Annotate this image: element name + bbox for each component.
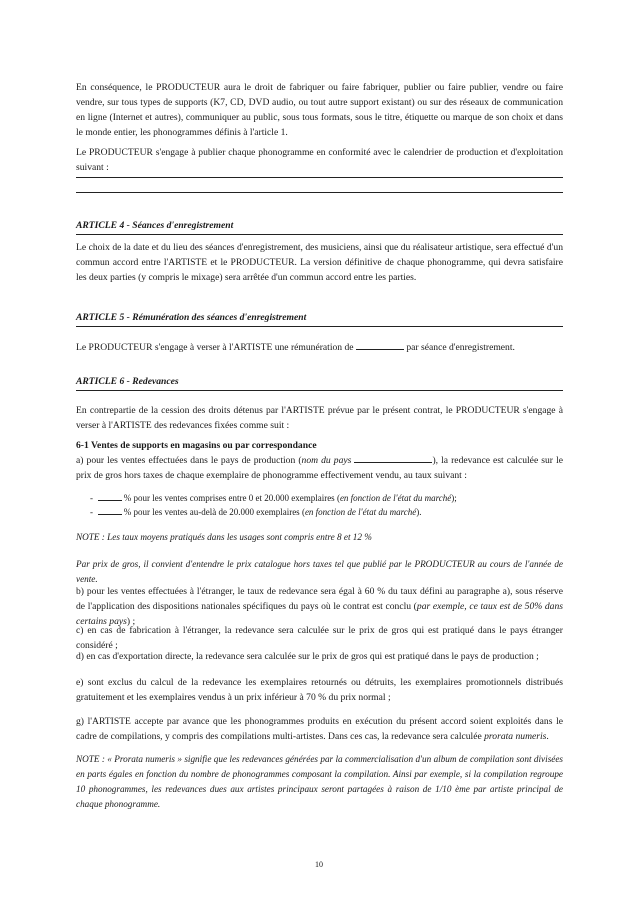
- bullet-dot: -: [90, 507, 93, 517]
- subsection-6-1-title: 6-1 Ventes de supports en magasins ou par correspondance: [76, 440, 317, 451]
- article-5-heading: [76, 311, 563, 325]
- article-5-body-text: Le PRODUCTEUR s'engage à verser à l'ARTISTE une rémunération de: [76, 342, 354, 353]
- clause-a: [76, 453, 563, 483]
- intro-paragraph-calendar: Le PRODUCTEUR s'engage à publier chaque phonogramme en conformité avec le calendrier de production et d'exploitation suivant :: [76, 147, 563, 173]
- clause-g-prorata: prorata numeris: [484, 731, 547, 742]
- clause-a-text: a) pour les ventes effectuées dans le pays de production (: [76, 455, 302, 466]
- remuneration-blank: [356, 340, 404, 350]
- article-5-body-end: par séance d'enregistrement.: [406, 342, 515, 353]
- clause-b-example: par exemple, ce taux est de 50% dans certains pays: [76, 601, 563, 627]
- rate-bullet-2-italic: en fonction de l'état du marché: [304, 507, 417, 517]
- article-6-intro: En contrepartie de la cession des droits détenus par l'ARTISTE prévue par le présent contrat, le PRODUCTEUR s'engage à verser à l'ARTISTE des redevances fixées comme suit :: [76, 405, 563, 431]
- clause-a-country: nom du pays: [301, 455, 352, 466]
- blank-line-1: [76, 177, 563, 178]
- article-4-title: ARTICLE 4 - Séances d'enregistrement: [76, 220, 234, 231]
- country-blank: [354, 453, 432, 463]
- bullet-dot: -: [90, 493, 93, 503]
- rate-bullet-2-text: % pour les ventes au-delà de 20.000 exemplaires (: [123, 507, 305, 517]
- article-5-rule: [76, 326, 563, 327]
- clause-b-end: ) ;: [126, 616, 136, 627]
- note-average-rates: NOTE : Les taux moyens pratiqués dans les usages sont compris entre 8 et 12 %: [76, 532, 372, 542]
- clause-a-text-end: ), la redevance est calculée sur le prix de gros hors taxes de chaque exemplaire de phonogramme effectivement vendu, au taux suivant :: [76, 455, 563, 481]
- note-wholesale-price: Par prix de gros, il convient d'entendre le prix catalogue hors taxes tel que publié par le PRODUCTEUR au cours de l'année de vente.: [76, 559, 563, 584]
- page-number: 10: [315, 860, 323, 869]
- article-6-heading: [76, 375, 563, 389]
- rate-bullet-2-end: ).: [416, 507, 422, 517]
- article-6-title: ARTICLE 6 - Redevances: [76, 376, 179, 387]
- rate-bullet-2: [90, 505, 422, 519]
- rate-bullet-1: [90, 491, 457, 505]
- article-5-title: ARTICLE 5 - Rémunération des séances d'enregistrement: [76, 312, 307, 323]
- clause-b-text: b) pour les ventes effectuées à l'étranger, le taux de redevance sera égal à 60 % du taux défini au paragraphe a), sous réserve de l'application des dispositions nationales spécifiques du pays où le contrat est conclu (: [76, 586, 563, 612]
- rate-blank-1: [98, 491, 122, 501]
- blank-line-2: [76, 192, 563, 193]
- clause-c: c) en cas de fabrication à l'étranger, la redevance sera calculée sur le prix de gros qui est pratiqué dans le pays étranger considéré ;: [76, 625, 563, 651]
- clause-d: d) en cas d'exportation directe, la redevance sera calculée sur le prix de gros qui est pratiqué dans le pays de production ;: [76, 651, 539, 662]
- article-4-heading: [76, 219, 563, 233]
- rate-bullet-1-text: % pour les ventes comprises entre 0 et 20.000 exemplaires (: [123, 493, 340, 503]
- rate-blank-2: [98, 505, 122, 515]
- rate-bullet-1-end: );: [451, 493, 457, 503]
- clause-g-text: g) l'ARTISTE accepte par avance que les phonogrammes produits en exécution du présent accord soient exploités dans le cadre de compilations, y compris des compilations multi-artistes. Dans ces cas, la redevance sera calculée: [76, 716, 563, 742]
- article-6-rule: [76, 390, 563, 391]
- article-4-body: Le choix de la date et du lieu des séances d'enregistrement, des musiciens, ainsi que du réalisateur artistique, sera effectué d'un commun accord entre l'ARTISTE et le PRODUCTEUR. La version définitive de chaque phonogramme, qui devra satisfaire les deux parties (y compris le mixage) sera arrêtée d'un commun accord entre les parties.: [76, 242, 563, 283]
- clause-g-end: .: [546, 731, 549, 742]
- note-prorata-numeris: NOTE : « Prorata numeris » signifie que les redevances générées par la commercialisation d'un album de compilation sont divisées en parts égales en fonction du nombre de phonogrammes composant la compilation. Ainsi par exemple, si la compilation regroupe 10 phonogrammes, les redevances dues aux artistes principaux seront partagées à raison de 1/10 ème par artiste principal de chaque phonogramme.: [76, 754, 563, 809]
- intro-paragraph-rights: En conséquence, le PRODUCTEUR aura le droit de fabriquer ou faire fabriquer, publier ou faire publier, vendre ou faire vendre, sur tous types de supports (K7, CD, DVD audio, ou tout autre support existant) ou sur des réseaux de communication en ligne (Internet et autres), communiquer au public, sous tous formats, sous le titre, étiquette ou marque de son choix et dans le monde entier, les phonogrammes définis à l'article 1.: [76, 82, 563, 138]
- article-4-rule: [76, 234, 563, 235]
- clause-e: e) sont exclus du calcul de la redevance les exemplaires retournés ou détruits, les exemplaires promotionnels distribués gratuitement et les exemplaires vendus à un prix inférieur à 70 % du prix normal ;: [76, 677, 563, 703]
- clause-g: [76, 714, 563, 744]
- article-5-body: [76, 340, 563, 355]
- rate-bullet-1-italic: en fonction de l'état du marché: [339, 493, 452, 503]
